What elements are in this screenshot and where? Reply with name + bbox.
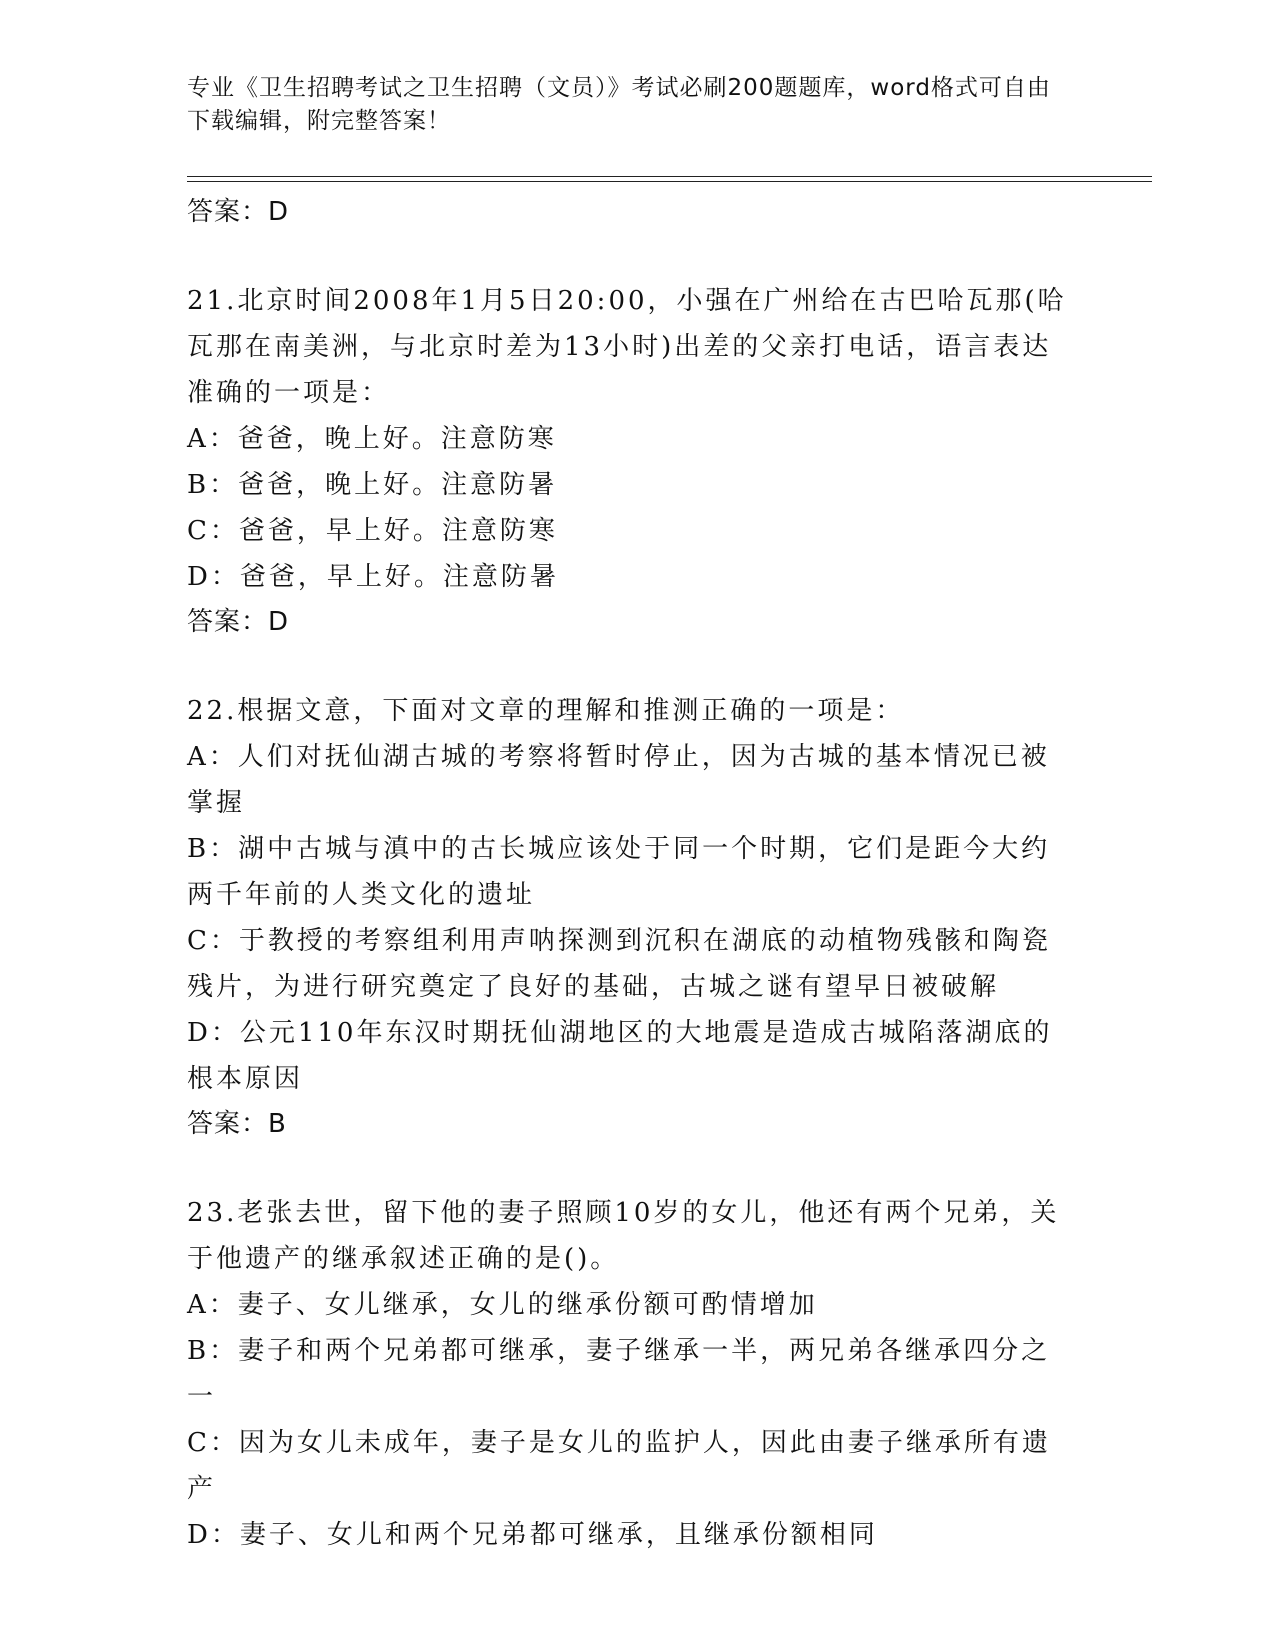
option-d: D：爸爸，早上好。注意防暑 [187,562,559,592]
option-a: A：人们对抚仙湖古城的考察将暂时停止，因为古城的基本情况已被掌握 [187,742,1050,818]
option-d: D：公元110年东汉时期抚仙湖地区的大地震是造成古城陷落湖底的根本原因 [187,1018,1053,1094]
option-b: B：妻子和两个兄弟都可继承，妻子继承一半，两兄弟各继承四分之一 [187,1336,1051,1412]
answer-line: 答案：D [187,607,290,637]
question-23 [187,1190,1077,1558]
answer-line: 答案：B [187,1109,287,1139]
option-c: C：爸爸，早上好。注意防寒 [187,516,558,546]
header-divider-bottom [187,181,1152,182]
option-c: C：因为女儿未成年，妻子是女儿的监护人，因此由妻子继承所有遗产 [187,1428,1051,1504]
option-b: B：爸爸，晚上好。注意防暑 [187,470,558,500]
question-22 [187,688,1077,1146]
question-21 [187,278,1077,644]
option-a: A：爸爸，晚上好。注意防寒 [187,424,557,454]
option-a: A：妻子、女儿继承，女儿的继承份额可酌情增加 [187,1290,818,1320]
option-d: D：妻子、女儿和两个兄弟都可继承，且继承份额相同 [187,1520,878,1550]
question-stem: 22.根据文意，下面对文章的理解和推测正确的一项是： [187,696,905,726]
answer-line: 答案：D [187,197,290,227]
question-stem: 21.北京时间2008年1月5日20:00，小强在广州给在古巴哈瓦那(哈瓦那在南美洲，与北京时差为13小时)出差的父亲打电话，语言表达准确的一项是： [187,286,1067,408]
question-stem: 23.老张去世，留下他的妻子照顾10岁的女儿，他还有两个兄弟，关于他遗产的继承叙述正确的是()。 [187,1198,1060,1274]
document-header: 专业《卫生招聘考试之卫生招聘（文员）》考试必刷200题题库，word格式可自由下载编辑，附完整答案！ [187,75,1051,134]
document-body [187,190,1077,1558]
option-b: B：湖中古城与滇中的古长城应该处于同一个时期，它们是距今大约两千年前的人类文化的遗址 [187,834,1051,910]
option-c: C：于教授的考察组利用声呐探测到沉积在湖底的动植物残骸和陶瓷残片，为进行研究奠定了良好的基础，古城之谜有望早日被破解 [187,926,1051,1002]
header-divider-top [187,176,1152,177]
